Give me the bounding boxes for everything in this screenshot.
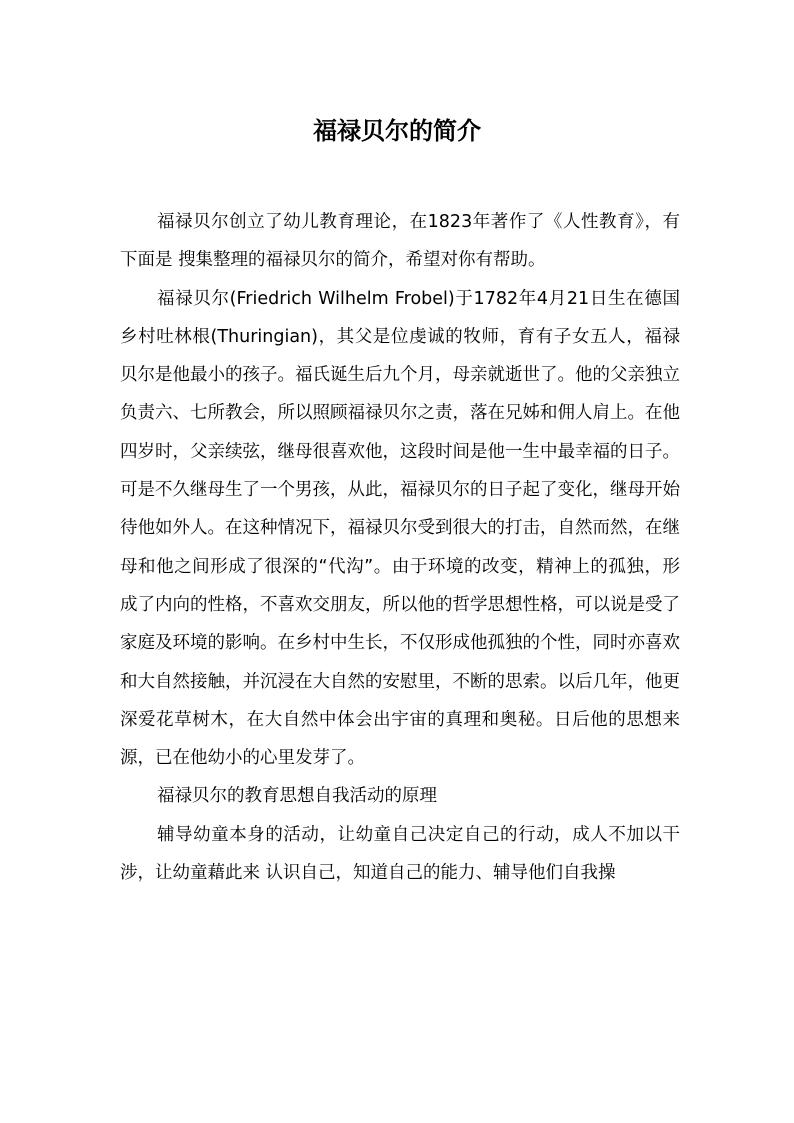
paragraph-intro: 福禄贝尔创立了幼儿教育理论，在1823年著作了《人性教育》，有下面是 搜集整理的福禄贝尔的简介，希望对你有帮助。 (120, 212, 680, 271)
paragraph-self-activity: 辅导幼童本身的活动，让幼童自己决定自己的行动，成人不加以干涉，让幼童藉此来 认识自己，知道自己的能力、辅导他们自我操 (120, 824, 680, 884)
paragraph-biography: 福禄贝尔(Friedrich Wilhelm Frobel)于1782年4月21日生在德国乡村吐林根(Thuringian)，其父是位虔诚的牧师，育有子女五人，福禄贝尔是他最小的孩子。福氏诞生后九个月，母亲就逝世了。他的父亲独立负责六、七所教会，所以照顾福禄贝尔之责，落在兄姊和佣人肩上。在他四岁时，父亲续弦，继母很喜欢他，这段时间是他一生中最幸福的日子。可是不久继母生了一个男孩，从此，福禄贝尔的日子起了变化，继母开始待他如外人。在这种情况下，福禄贝尔受到很大的打击，自然而然，在继母和他之间形成了很深的“代沟”。由于环境的改变，精神上的孤独，形成了内向的性格，不喜欢交朋友，所以他的哲学思想性格，可以说是受了家庭及环境的影响。在乡村中生长，不仅形成他孤独的个性，同时亦喜欢和大自然接触，并沉浸在大自然的安慰里，不断的思索。以后几年，他更深爱花草树木，在大自然中体会出宇宙的真理和奥秘。日后他的思想来源，已在他幼小的心里发芽了。 (120, 288, 680, 769)
section-heading-education-principle: 福禄贝尔的教育思想自我活动的原理 (157, 786, 437, 807)
page-title: 福禄贝尔的简介 (313, 117, 481, 145)
document-body (120, 203, 680, 892)
